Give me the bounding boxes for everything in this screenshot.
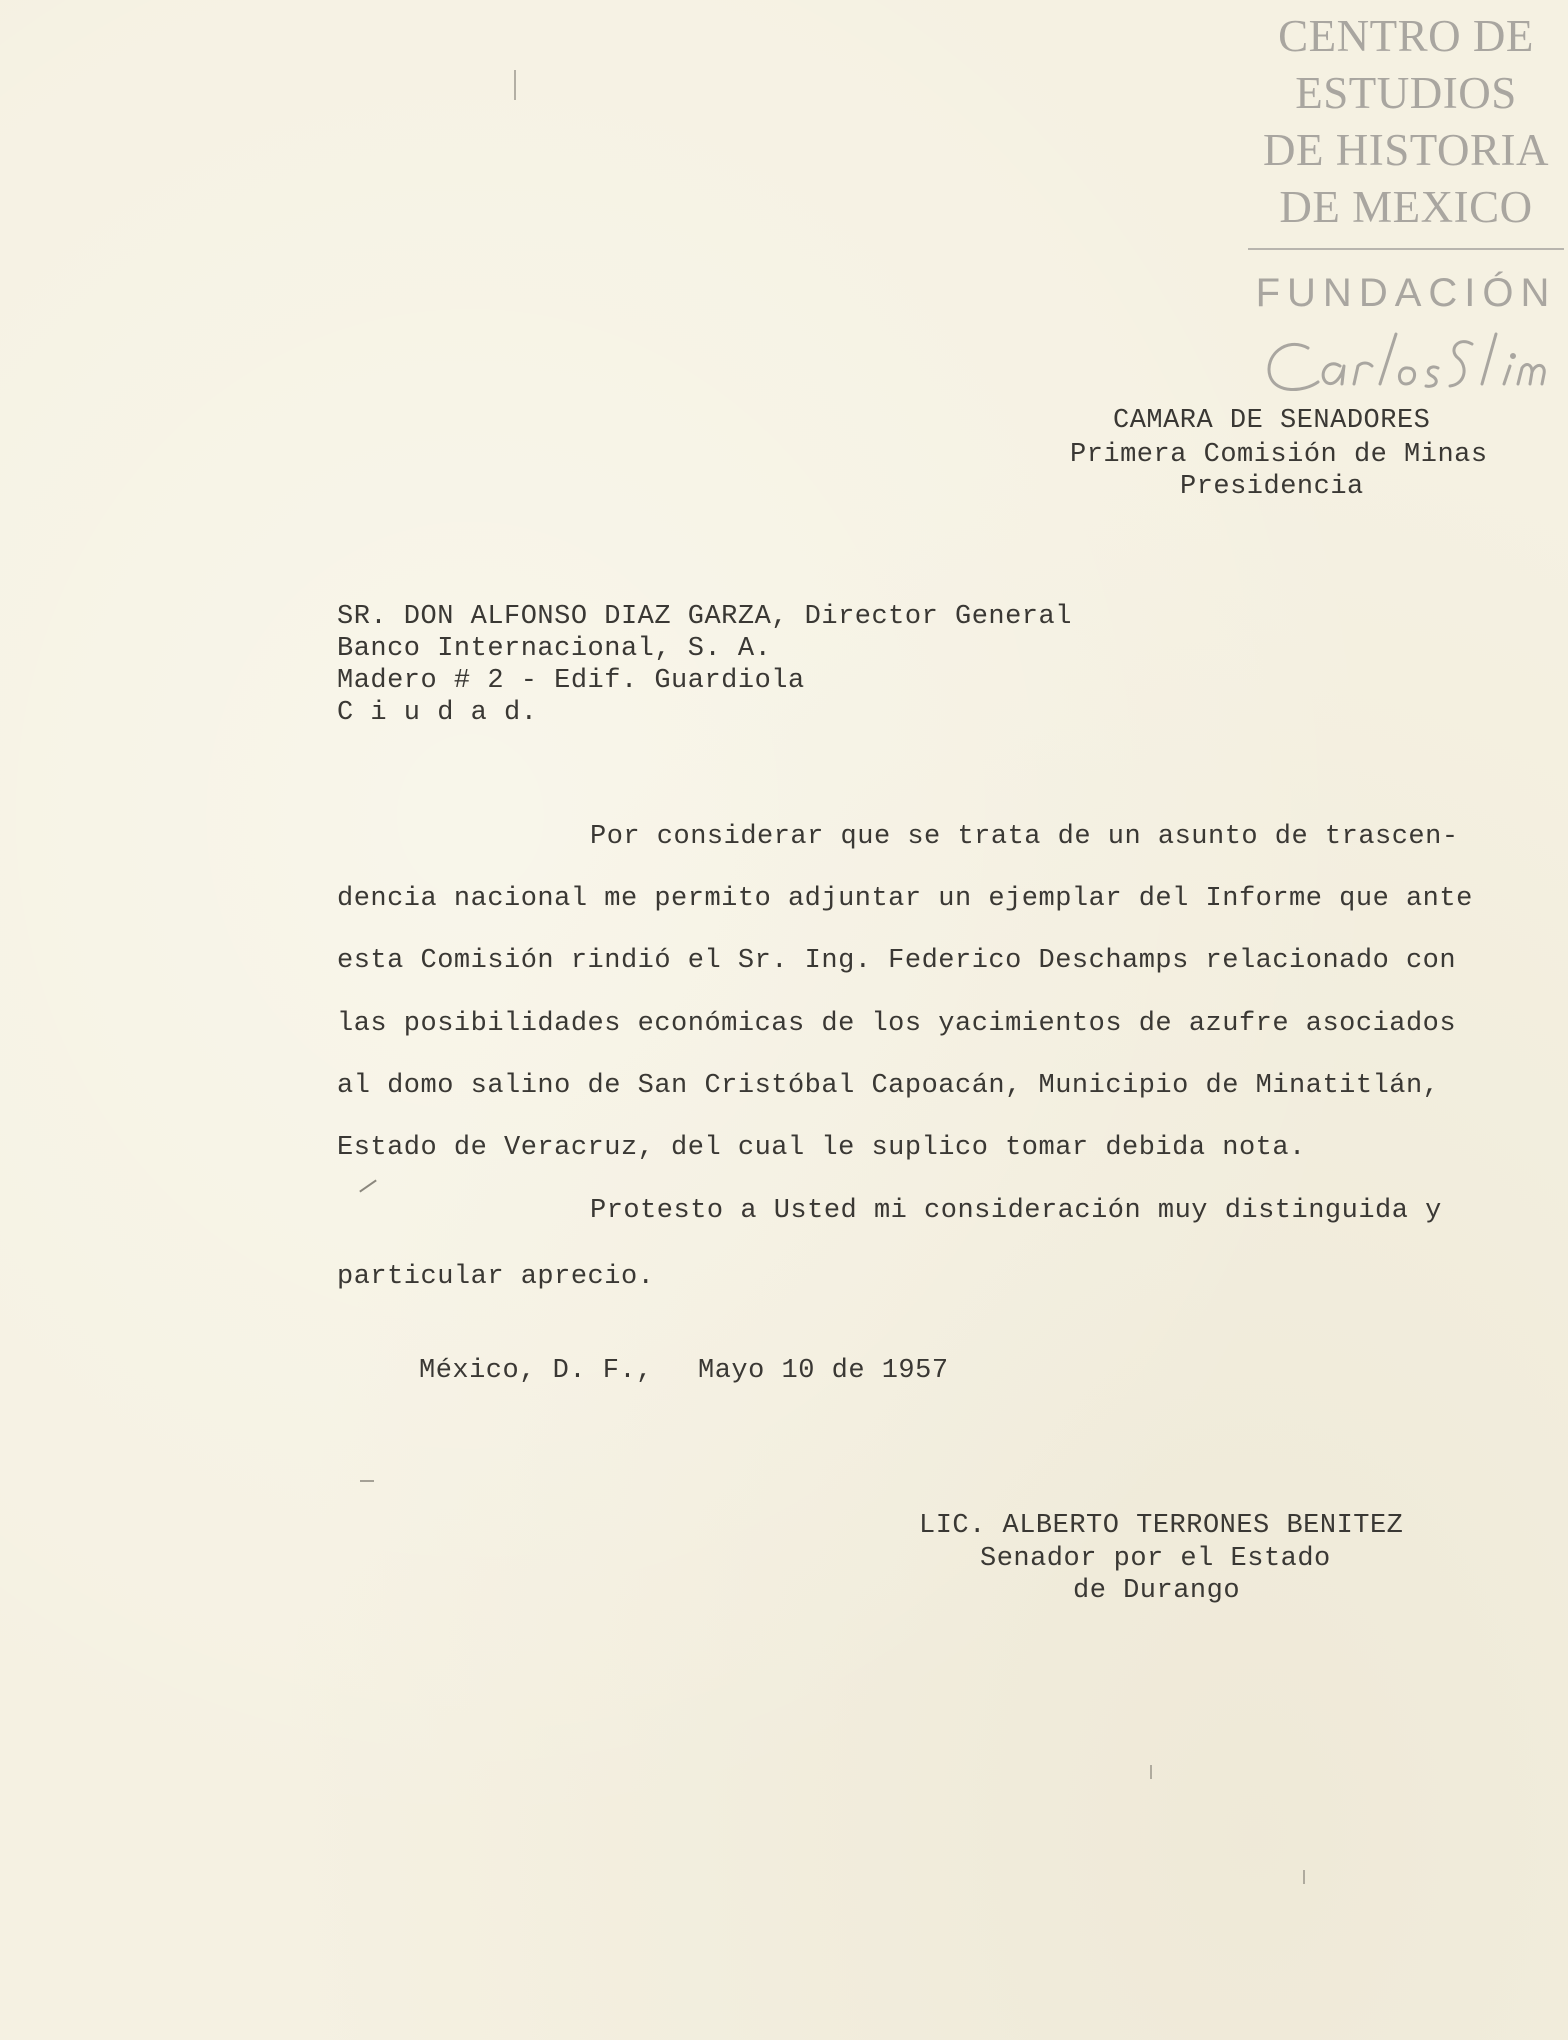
letterhead-presidency: Presidencia: [1180, 472, 1364, 502]
body-line: Por considerar que se trata de un asunto de trascen-: [590, 822, 1459, 852]
addressee-name: SR. DON ALFONSO DIAZ GARZA, Director General: [337, 602, 1072, 632]
watermark-line-3: DE HISTORIA: [1263, 125, 1549, 175]
archive-watermark: [1248, 8, 1564, 406]
letterhead-commission: Primera Comisión de Minas: [1070, 440, 1488, 470]
stray-mark: [514, 70, 516, 100]
body-line: Estado de Veracruz, del cual le suplico tomar debida nota.: [337, 1133, 1306, 1163]
letterhead-chamber: CAMARA DE SENADORES: [1113, 406, 1431, 436]
addressee-address: Madero # 2 - Edif. Guardiola: [337, 666, 805, 696]
watermark-line-4: DE MEXICO: [1279, 182, 1533, 232]
body-line: esta Comisión rindió el Sr. Ing. Federico Deschamps relacionado con: [337, 946, 1457, 976]
signer-name: LIC. ALBERTO TERRONES BENITEZ: [919, 1511, 1404, 1541]
dateline-date: Mayo 10 de 1957: [698, 1356, 949, 1386]
stray-mark: [360, 1480, 374, 1482]
signer-title: Senador por el Estado: [980, 1544, 1331, 1574]
closing-line: particular aprecio.: [337, 1262, 655, 1292]
watermark-divider: [1248, 248, 1564, 250]
stray-mark: [1303, 1870, 1305, 1884]
addressee-city: C i u d a d.: [337, 698, 538, 728]
body-line: dencia nacional me permito adjuntar un ejemplar del Informe que ante: [337, 884, 1473, 914]
watermark-line-1: CENTRO DE: [1278, 11, 1534, 61]
body-line: al domo salino de San Cristóbal Capoacán, Municipio de Minatitlán,: [337, 1071, 1440, 1101]
signer-state: de Durango: [1073, 1576, 1241, 1606]
watermark-line-2: ESTUDIOS: [1295, 68, 1517, 118]
closing-line: Protesto a Usted mi consideración muy distinguida y: [590, 1196, 1442, 1226]
stray-mark: [1150, 1765, 1152, 1779]
dateline-place: México, D. F.,: [419, 1356, 653, 1386]
body-line: las posibilidades económicas de los yacimientos de azufre asociados: [337, 1009, 1457, 1039]
addressee-company: Banco Internacional, S. A.: [337, 634, 772, 664]
stray-mark: [359, 1179, 377, 1192]
watermark-fundacion: FUNDACIÓN: [1255, 271, 1557, 315]
carlos-slim-signature-logo: [1256, 326, 1556, 406]
